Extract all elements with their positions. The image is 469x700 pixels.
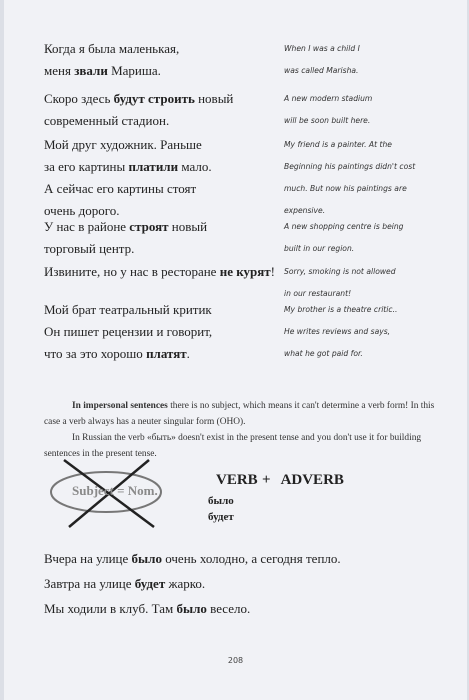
plus-sign: + [262, 472, 271, 488]
english-translation [284, 299, 397, 365]
text-line: He writes reviews and says, [284, 327, 391, 336]
verb-label: VERB [216, 472, 258, 488]
adverb-part [262, 472, 344, 489]
english-translation [284, 38, 360, 82]
text-line: А сейчас его картины стоят [44, 181, 197, 196]
russian-sentence [44, 134, 212, 222]
english-translation [284, 216, 404, 260]
example-sentences [44, 546, 341, 621]
english-translation [284, 88, 372, 132]
text-run: there is no subject, which means it can't determine a verb form! In this case a verb always has a neuter singular form (ОНО). [44, 401, 435, 427]
text-line [44, 156, 212, 178]
highlighted-verb: будут строить [113, 91, 195, 106]
verb-forms [208, 493, 234, 525]
text-run: мало. [178, 159, 212, 174]
text-line: современный стадион. [44, 113, 170, 128]
highlighted-verb: не курят [219, 264, 271, 279]
russian-sentence [44, 88, 233, 132]
text-run: . [186, 346, 190, 361]
text-line [44, 38, 179, 60]
russian-sentence [44, 299, 212, 365]
text-line: in our restaurant! [284, 289, 352, 298]
text-run: Вчера на улице [44, 551, 132, 566]
highlighted-verb: платят [146, 346, 187, 361]
book-page [4, 0, 467, 700]
example-line [44, 546, 341, 571]
russian-sentence [44, 216, 207, 260]
text-line [44, 343, 212, 365]
text-run: Мы ходили в клуб. Там [44, 601, 177, 616]
example-line [44, 571, 341, 596]
text-line: will be soon built here. [284, 116, 371, 125]
text-line [44, 88, 233, 110]
text-run: жарко. [165, 576, 206, 591]
highlighted-verb: звали [74, 63, 108, 78]
crossed-subject-label: Subject = Nom. [72, 483, 158, 498]
text-line: Он пишет рецензии и говорит, [44, 324, 213, 339]
text-line: was called Marisha. [284, 66, 359, 75]
adverb-label: ADVERB [280, 472, 344, 488]
text-line [44, 60, 179, 82]
example-line [44, 596, 341, 621]
text-line: A new shopping centre is being [284, 222, 404, 231]
text-line: My brother is a theatre critic.. [284, 305, 398, 314]
text-line: Мой друг художник. Раньше [44, 137, 202, 152]
text-line: Мой брат театральный критик [44, 302, 212, 317]
text-run: Завтра на улице [44, 576, 135, 591]
text-run: ! [270, 264, 276, 279]
text-line: what he got paid for. [284, 349, 363, 358]
text-run: Скоро здесь [44, 91, 114, 106]
highlighted-verb: было [131, 551, 162, 566]
text-line: built in our region. [284, 244, 355, 253]
grammar-paragraph [44, 398, 439, 430]
text-line [44, 261, 275, 283]
english-translation [284, 134, 415, 222]
text-line: очень дорого. [44, 203, 120, 218]
russian-sentence [44, 38, 179, 82]
text-run: новый [168, 219, 208, 234]
text-run: за его картины [44, 159, 129, 174]
text-line: торговый центр. [44, 241, 135, 256]
sentence-pattern-diagram [44, 455, 464, 535]
highlighted-verb: будет [134, 576, 166, 591]
text-run: Мариша. [107, 63, 161, 78]
grammar-term: In impersonal sentences [72, 401, 168, 411]
russian-sentence [44, 261, 275, 283]
text-line: When I was a child I [284, 44, 360, 53]
text-line: Sorry, smoking is not allowed [284, 267, 396, 276]
highlighted-verb: было [176, 601, 207, 616]
text-line: Beginning his paintings didn't cost [284, 162, 416, 171]
text-run: Когда я была маленькая, [44, 41, 180, 56]
text-run: У нас в районе [44, 219, 130, 234]
page-number: 208 [227, 656, 244, 665]
text-line [44, 216, 207, 238]
verb-form: было [208, 495, 234, 507]
text-line: expensive. [284, 206, 326, 215]
text-run: новый [194, 91, 234, 106]
text-run: меня [44, 63, 75, 78]
text-run: In Russian the verb «быть» doesn't exist in the present tense and you don't use it for building sentences in the present tense. [44, 433, 422, 459]
text-line: much. But now his paintings are [284, 184, 407, 193]
highlighted-verb: платили [128, 159, 179, 174]
text-line: A new modern stadium [284, 94, 373, 103]
highlighted-verb: строят [129, 219, 169, 234]
text-run: что за это хорошо [44, 346, 147, 361]
text-run: очень холодно, а сегодня тепло. [161, 551, 341, 566]
verb-form: будет [208, 511, 234, 523]
text-run: весело. [206, 601, 251, 616]
text-line: My friend is a painter. At the [284, 140, 392, 149]
grammar-explanation [44, 398, 439, 462]
text-run: Извините, но у нас в ресторане [44, 264, 220, 279]
